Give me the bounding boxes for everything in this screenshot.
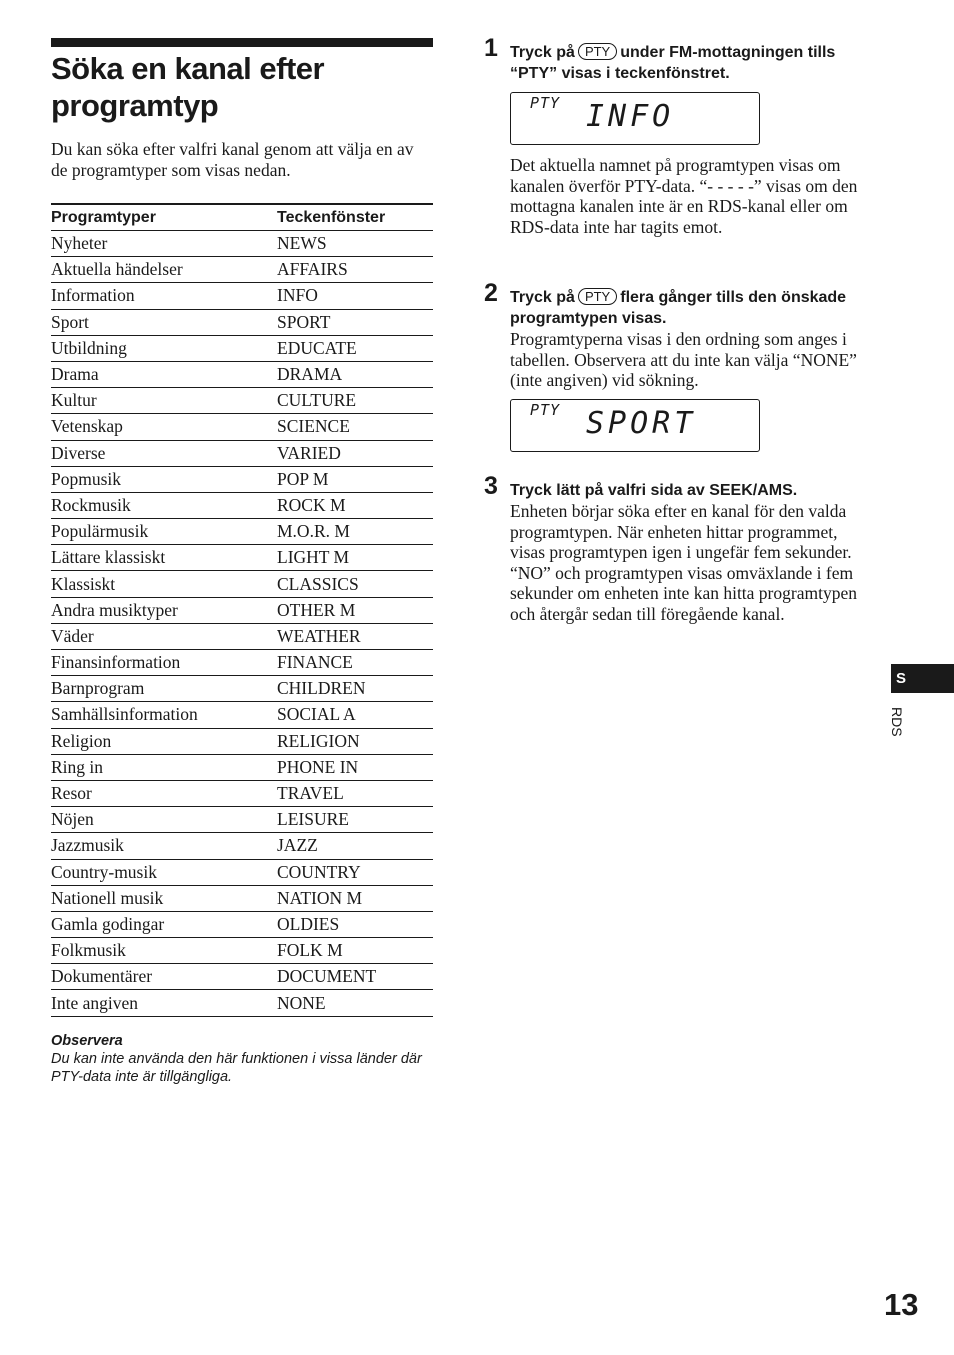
intro-text: Du kan söka efter valfri kanal genom att välja en av de programtyper som visas nedan. — [51, 139, 414, 180]
display-text-cell: LEISURE — [277, 807, 433, 833]
step-instruction: Tryck lätt på valfri sida av SEEK/AMS. — [510, 482, 798, 499]
program-type-cell: Dokumentärer — [51, 964, 277, 990]
step-instruction — [510, 42, 869, 84]
note-box — [51, 1032, 433, 1086]
program-type-cell: Lättare klassiskt — [51, 545, 277, 571]
display-text-cell: CULTURE — [277, 388, 433, 414]
program-type-cell: Inte angiven — [51, 990, 277, 1016]
lcd-indicator: PTY — [530, 400, 561, 419]
display-text-cell: SOCIAL A — [277, 702, 433, 728]
title-rule — [51, 38, 433, 47]
instruction-text: Tryck på — [510, 289, 575, 306]
table-row — [51, 283, 433, 309]
table-row — [51, 833, 433, 859]
column-header-program-types: Programtyper — [51, 204, 277, 231]
lcd-text: INFO — [586, 99, 675, 134]
display-text-cell: LIGHT M — [277, 545, 433, 571]
table-body — [51, 231, 433, 1017]
table-row — [51, 807, 433, 833]
table-row — [51, 361, 433, 387]
instruction-text: flera gånger tills den önskade programtypen visas. — [510, 289, 847, 327]
program-type-cell: Drama — [51, 361, 277, 387]
display-text-cell: FINANCE — [277, 650, 433, 676]
table-row — [51, 440, 433, 466]
step-number: 1 — [484, 34, 498, 62]
table-row — [51, 650, 433, 676]
program-type-cell: Gamla godingar — [51, 911, 277, 937]
program-type-cell: Kultur — [51, 388, 277, 414]
table-row — [51, 676, 433, 702]
table-row — [51, 780, 433, 806]
program-type-cell: Andra musiktyper — [51, 597, 277, 623]
program-type-cell: Rockmusik — [51, 492, 277, 518]
program-type-cell: Resor — [51, 780, 277, 806]
table-row — [51, 911, 433, 937]
pty-key-icon: PTY — [578, 43, 617, 60]
table-row — [51, 728, 433, 754]
step-body: Programtyperna visas i den ordning som anges i tabellen. Observera att du inte kan välja “NONE” (inte angiven) vid sökning. — [510, 329, 857, 390]
table-row — [51, 335, 433, 361]
display-text-cell: WEATHER — [277, 623, 433, 649]
program-type-cell: Samhällsinformation — [51, 702, 277, 728]
pty-key-icon: PTY — [578, 288, 617, 305]
program-type-table — [51, 203, 433, 1017]
column-header-display: Teckenfönster — [277, 204, 433, 231]
display-text-cell: RELIGION — [277, 728, 433, 754]
table-row — [51, 938, 433, 964]
table-row — [51, 702, 433, 728]
program-type-cell: Vetenskap — [51, 414, 277, 440]
display-text-cell: VARIED — [277, 440, 433, 466]
table-row — [51, 885, 433, 911]
step-number: 3 — [484, 472, 498, 500]
program-type-cell: Aktuella händelser — [51, 257, 277, 283]
table-row — [51, 492, 433, 518]
display-text-cell: DOCUMENT — [277, 964, 433, 990]
note-heading: Observera — [51, 1033, 123, 1049]
instruction-text: Tryck på — [510, 44, 575, 61]
display-text-cell: ROCK M — [277, 492, 433, 518]
table-row — [51, 545, 433, 571]
section-tab-label: S — [896, 670, 907, 687]
program-type-cell: Nationell musik — [51, 885, 277, 911]
section-side-label: RDS — [889, 707, 905, 737]
program-type-cell: Information — [51, 283, 277, 309]
step-number: 2 — [484, 279, 498, 307]
table-row — [51, 623, 433, 649]
table-row — [51, 519, 433, 545]
step-body: Enheten börjar söka efter en kanal för den valda programtypen. När enheten hittar programmet, visas programtypen igen i ungefär fem sekunder. — [510, 501, 852, 562]
instruction-text: under FM-mottagningen tills “PTY” visas i teckenfönstret. — [510, 44, 836, 82]
display-text-cell: FOLK M — [277, 938, 433, 964]
program-type-cell: Sport — [51, 309, 277, 335]
display-text-cell: DRAMA — [277, 361, 433, 387]
lcd-indicator: PTY — [530, 94, 561, 112]
program-type-cell: Ring in — [51, 754, 277, 780]
program-type-cell: Folkmusik — [51, 938, 277, 964]
note-text: Du kan inte använda den här funktionen i vissa länder där PTY-data inte är tillgängliga. — [51, 1051, 422, 1085]
display-text-cell: POP M — [277, 466, 433, 492]
step-2 — [484, 279, 869, 462]
display-text-cell: EDUCATE — [277, 335, 433, 361]
step-body: Det aktuella namnet på programtypen visas om kanalen överför PTY-data. “- - - - -” visas om den mottagna kanalen inte är en RDS-kanal eller om RDS-data inte har tagits emot. — [510, 155, 858, 237]
display-text-cell: TRAVEL — [277, 780, 433, 806]
program-type-cell: Väder — [51, 623, 277, 649]
section-tab — [891, 664, 954, 693]
display-text-cell: NEWS — [277, 231, 433, 257]
program-type-cell: Jazzmusik — [51, 833, 277, 859]
table-row — [51, 414, 433, 440]
display-text-cell: PHONE IN — [277, 754, 433, 780]
program-type-cell: Diverse — [51, 440, 277, 466]
display-text-cell: CLASSICS — [277, 571, 433, 597]
table-row — [51, 257, 433, 283]
table-header-row — [51, 204, 433, 231]
table-row — [51, 859, 433, 885]
program-type-cell: Nöjen — [51, 807, 277, 833]
display-text-cell: NATION M — [277, 885, 433, 911]
page-title: Söka en kanal efter programtyp — [51, 51, 325, 123]
table-row — [51, 754, 433, 780]
lcd-display — [510, 92, 760, 145]
display-text-cell: JAZZ — [277, 833, 433, 859]
display-text-cell: CHILDREN — [277, 676, 433, 702]
table-row — [51, 597, 433, 623]
table-row — [51, 571, 433, 597]
table-row — [51, 466, 433, 492]
table-row — [51, 309, 433, 335]
program-type-cell: Nyheter — [51, 231, 277, 257]
display-text-cell: NONE — [277, 990, 433, 1016]
lcd-text: SPORT — [586, 405, 697, 441]
program-type-cell: Popmusik — [51, 466, 277, 492]
display-text-cell: AFFAIRS — [277, 257, 433, 283]
step-1 — [484, 34, 869, 237]
lcd-display — [510, 399, 760, 452]
program-type-cell: Barnprogram — [51, 676, 277, 702]
page-number: 13 — [884, 1287, 919, 1322]
program-type-cell: Populärmusik — [51, 519, 277, 545]
display-text-cell: SPORT — [277, 309, 433, 335]
program-type-cell: Religion — [51, 728, 277, 754]
program-type-cell: Utbildning — [51, 335, 277, 361]
table-row — [51, 231, 433, 257]
program-type-cell: Country-musik — [51, 859, 277, 885]
display-text-cell: INFO — [277, 283, 433, 309]
step-3 — [484, 472, 869, 624]
table-row — [51, 964, 433, 990]
display-text-cell: M.O.R. M — [277, 519, 433, 545]
step-body: “NO” och programtypen visas omväxlande i fem sekunder om enheten inte kan hitta programtypen och återgår sedan till föregående kanal. — [510, 562, 857, 624]
program-type-cell: Klassiskt — [51, 571, 277, 597]
display-text-cell: COUNTRY — [277, 859, 433, 885]
display-text-cell: SCIENCE — [277, 414, 433, 440]
display-text-cell: OTHER M — [277, 597, 433, 623]
program-type-cell: Finansinformation — [51, 650, 277, 676]
display-text-cell: OLDIES — [277, 911, 433, 937]
step-instruction — [510, 287, 869, 329]
table-row — [51, 388, 433, 414]
table-row — [51, 990, 433, 1016]
